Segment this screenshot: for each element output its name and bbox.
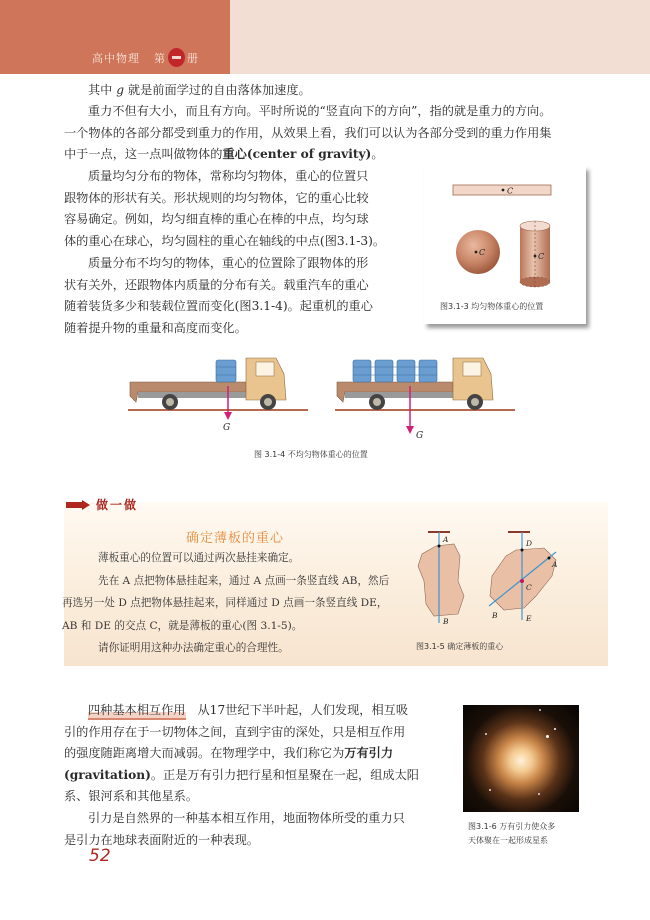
term-en: (center of gravity) [246,147,372,162]
svg-text:C: C [526,583,532,592]
uniform-objects-illustration [424,166,586,306]
text: 引力是自然界的一种基本相互作用，地面物体所受的重力只 [88,810,405,825]
activity-text [62,547,420,660]
text: 一个物体的各部分都受到重力的作用，从效果上看，我们可以认为各部分受到的重力作用集 [64,125,552,140]
term-gravitation: 万有引力 [344,746,394,761]
paragraph-uniform-objects [64,166,404,252]
text: AB 和 DE 的交点 C，就是薄板的重心(图 3.1-5)。 [62,619,303,632]
text: 是引力在地球表面附近的一种表现。 [64,832,259,847]
svg-text:B: B [443,617,449,626]
paragraph-fundamental-interactions [64,700,454,851]
galaxy-image [463,705,579,812]
svg-text:C: C [507,186,514,196]
volume-badge-icon [168,48,185,67]
paragraph-gravity-direction [64,101,634,166]
text: 引的作用存在于一切物体之间，直到宇宙的深处，只是相互作用 [64,724,406,739]
header-band-right [230,0,650,74]
book-subject: 高中物理 [92,51,140,65]
activity-title: 确定薄板的重心 [186,531,285,546]
figure-caption-3-1-6 [468,820,555,848]
text: 从17世纪下半叶起，人们发现，相互吸 [197,703,409,717]
truck-light-load-illustration [128,356,318,436]
truck-heavy-load-illustration [335,356,525,441]
text: 随着提升物的重量和高度而变化。 [64,320,247,335]
paragraph-nonuniform-objects [64,253,404,339]
text: 状有关外，还跟物体内质量的分布有关。载重汽车的重心 [64,277,369,292]
text: 系、银河系和其他星系。 [64,789,199,804]
text: 质量均匀分布的物体，常称均匀物体，重心的位置只 [88,169,369,183]
text: 就是前面学过的自由落体加速度。 [124,83,311,97]
svg-text:E: E [526,614,532,623]
plate-suspension-illustration [406,526,566,631]
text: 请你证明用这种办法确定重心的合理性。 [98,642,289,654]
svg-text:A: A [552,560,558,569]
text: 再选另一处 D 点把物体悬挂起来，同样通过 D 点画一条竖直线 DE， [62,597,388,609]
arrow-right-icon [66,500,90,510]
term-en: (gravitation) [64,767,151,782]
text: 体的重心在球心，均匀圆柱的重心在轴线的中点(图3.1-3)。 [64,233,386,248]
page-number: 52 [89,846,111,866]
section-heading-four-interactions: 四种基本相互作用 [88,703,186,720]
svg-text:C: C [538,252,545,261]
book-title [92,48,199,67]
text: 其中 [88,83,117,97]
variable-g: g [116,83,125,97]
volume-prefix: 第 [154,51,166,65]
activity-header [66,496,138,513]
text: 容易确定。例如，均匀细直棒的重心在棒的中点，均匀球 [64,212,369,227]
text: 图3.1-6 万有引力使众多 [468,822,556,831]
text: 薄板重心的位置可以通过两次悬挂来确定。 [98,552,300,564]
figure-caption-3-1-4: 图 3.1-4 不均匀物体重心的位置 [254,450,368,459]
text: 的强度随距离增大而减弱。在物理学中，我们称它为 [64,746,345,761]
text: 。正是万有引力把行星和恒星聚在一起，组成太阳 [150,767,419,782]
activity-section-label: 做一做 [96,498,139,512]
figure-caption: 图3.1-3 均匀物体重心的位置 [440,302,544,311]
text: 随着装货多少和装载位置而变化(图3.1-4)。起重机的重心 [64,299,373,314]
paragraph-g [64,80,624,102]
figure-3-1-3 [424,166,586,324]
svg-text:G: G [416,431,424,441]
figure-caption-3-1-5: 图3.1-5 确定薄板的重心 [416,642,504,651]
text: 跟物体的形状有关。形状规则的均匀物体，它的重心比较 [64,190,369,205]
text: 质量分布不均匀的物体，重心的位置除了跟物体的形 [88,256,369,270]
svg-text:A: A [443,535,449,544]
text: 重力不但有大小，而且有方向。平时所说的“竖直向下的方向”，指的就是重力的方向。 [88,104,552,118]
text: 。 [371,147,384,162]
svg-text:G: G [223,423,231,433]
text: 天体聚在一起形成星系 [468,836,548,845]
text: 中于一点，这一点叫做物体的 [64,147,223,162]
term-center-of-gravity: 重心 [222,147,247,162]
svg-text:B: B [492,611,498,620]
volume-suffix: 册 [187,51,199,65]
svg-text:C: C [479,248,486,257]
text: 先在 A 点把物体悬挂起来，通过 A 点画一条竖直线 AB，然后 [98,574,390,587]
svg-text:D: D [526,539,533,548]
